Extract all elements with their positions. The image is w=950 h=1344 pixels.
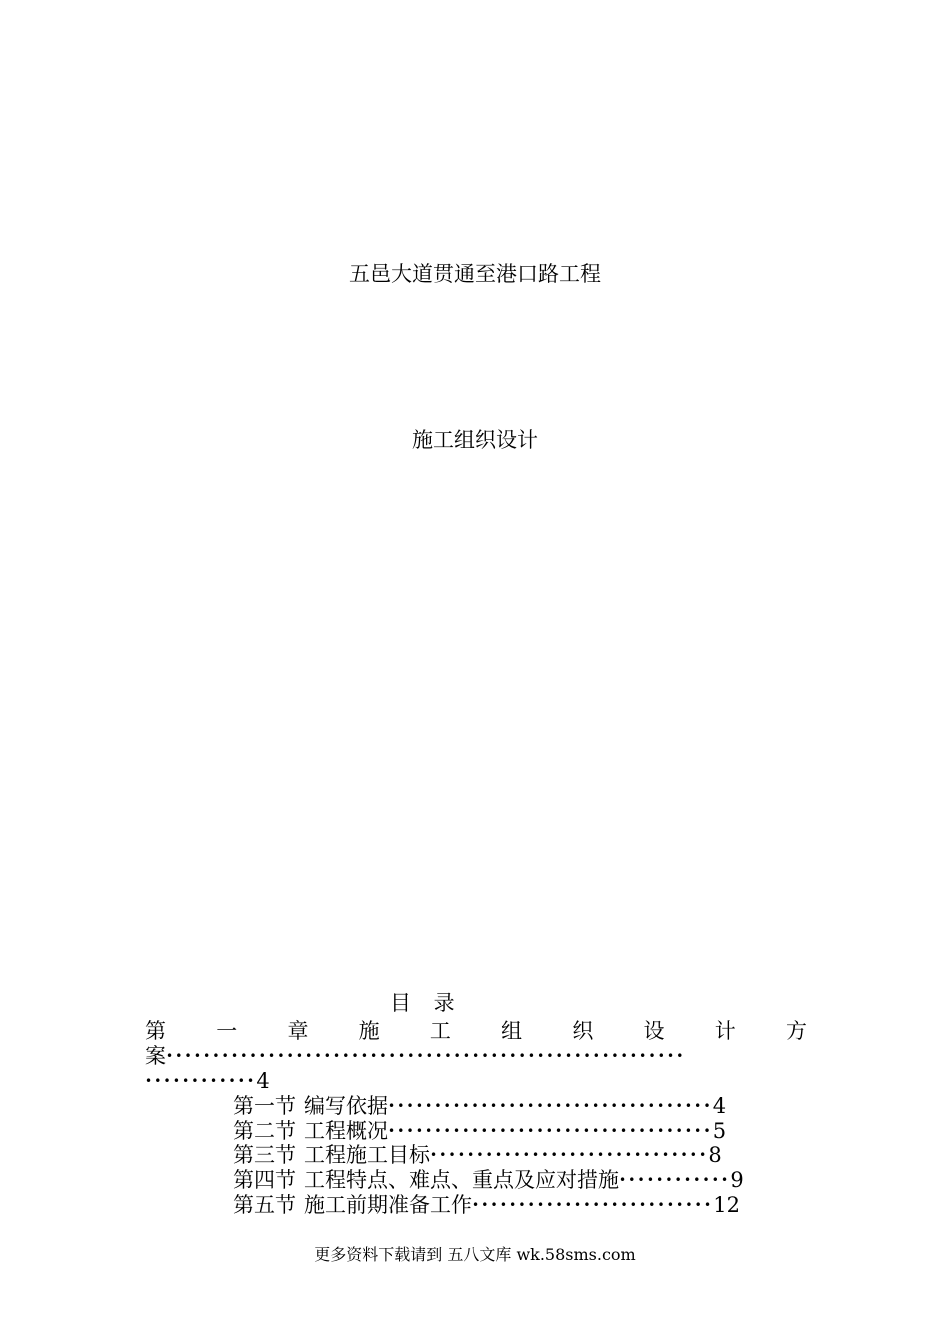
- dot-leader: •••••••••••••••••••••••••••••••••••: [388, 1124, 713, 1138]
- section-title: 编写依据: [304, 1094, 388, 1118]
- toc-section-2[interactable]: [233, 1118, 726, 1144]
- chapter-char: 第: [145, 1019, 166, 1043]
- chapter-char: 设: [643, 1019, 665, 1043]
- chapter-char: 工: [429, 1019, 451, 1043]
- section-title: 工程施工目标: [304, 1143, 430, 1167]
- toc-page-number: 5: [712, 1119, 727, 1143]
- chapter-char: 方: [785, 1019, 807, 1043]
- section-label: 第二节: [233, 1119, 296, 1143]
- chapter-char: 组: [501, 1019, 523, 1043]
- footer-link-text: 更多资料下载请到 五八文库 wk.58sms.com: [314, 1245, 636, 1264]
- section-label: 第三节: [233, 1143, 296, 1167]
- toc-page-number: 4: [256, 1069, 270, 1093]
- toc-section-3[interactable]: [233, 1142, 722, 1168]
- section-title: 施工前期准备工作: [304, 1193, 472, 1217]
- project-title: 五邑大道贯通至港口路工程: [349, 262, 601, 286]
- chapter-char: 章: [287, 1019, 309, 1043]
- document-title: 施工组织设计: [412, 428, 538, 452]
- section-title: 工程概况: [304, 1119, 388, 1143]
- chapter-char: 计: [714, 1019, 736, 1043]
- dot-leader: ••••••••••••••••••••••••••: [472, 1198, 714, 1212]
- section-label: 第一节: [233, 1094, 296, 1118]
- toc-section-5[interactable]: [233, 1192, 740, 1218]
- toc-page-number: 9: [730, 1168, 744, 1192]
- toc-section-1[interactable]: [233, 1093, 726, 1119]
- dot-leader: ••••••••••••: [145, 1074, 257, 1088]
- dot-leader: ••••••••••••••••••••••••••••••••••••••••••••••••••••••••: [166, 1049, 686, 1063]
- chapter-char: 一: [216, 1019, 238, 1043]
- toc-chapter-1-continuation[interactable]: [145, 1043, 807, 1069]
- dot-leader: ••••••••••••••••••••••••••••••: [430, 1148, 709, 1162]
- section-label: 第五节: [233, 1193, 296, 1217]
- toc-page-number: 12: [713, 1193, 740, 1217]
- toc-page-number: 4: [712, 1094, 727, 1118]
- toc-section-4[interactable]: [233, 1167, 744, 1193]
- toc-page-number: 8: [708, 1143, 722, 1167]
- chapter-wrap-char: 案: [145, 1044, 166, 1068]
- section-label: 第四节: [233, 1168, 296, 1192]
- section-title: 工程特点、难点、重点及应对措施: [304, 1168, 619, 1192]
- chapter-char: 织: [572, 1019, 594, 1043]
- toc-heading: 目 录: [390, 991, 463, 1015]
- toc-chapter-1-page-line[interactable]: [145, 1068, 270, 1094]
- toc-chapter-1-title[interactable]: [145, 1018, 807, 1044]
- chapter-char: 施: [358, 1019, 380, 1043]
- dot-leader: ••••••••••••: [619, 1173, 731, 1187]
- dot-leader: •••••••••••••••••••••••••••••••••••: [388, 1099, 713, 1113]
